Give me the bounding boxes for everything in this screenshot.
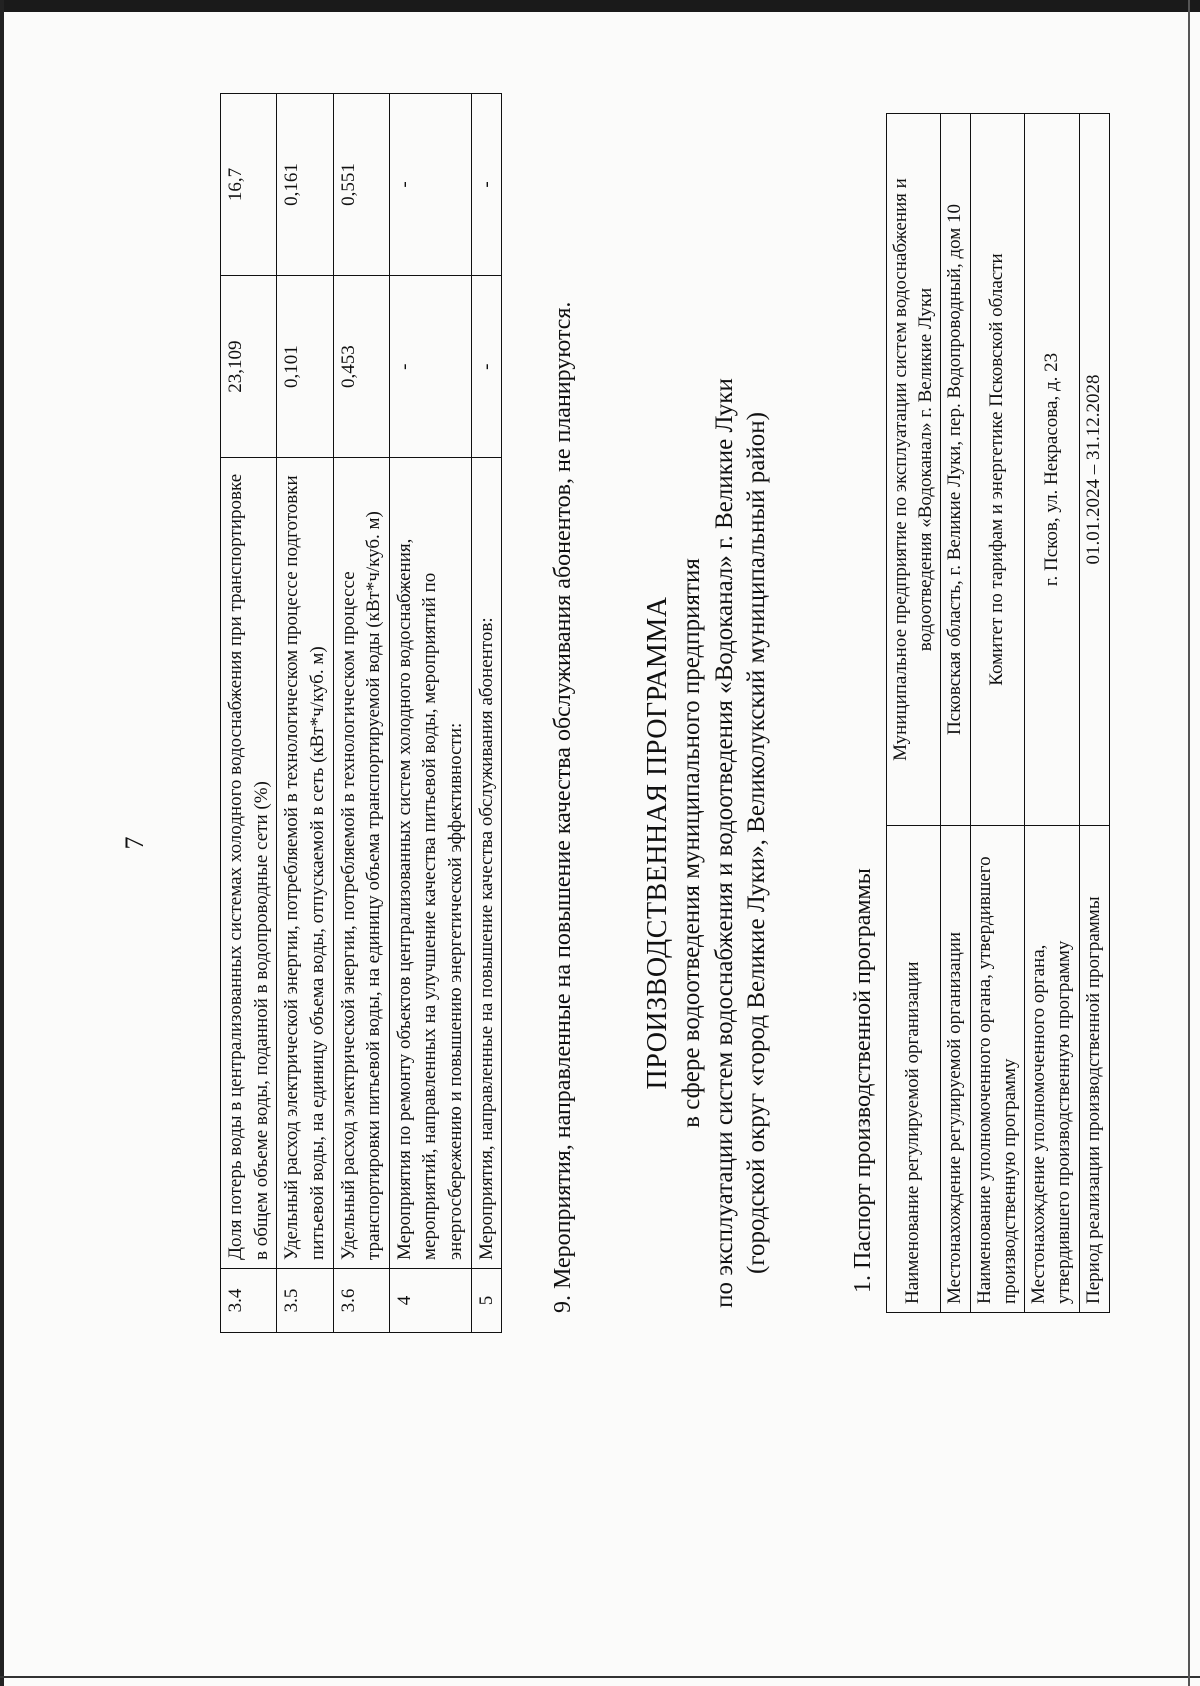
row-number: 5 <box>471 1268 502 1332</box>
row-value-1: 0,453 <box>333 276 389 458</box>
passport-value: 01.01.2024 – 31.12.2028 <box>1079 114 1109 826</box>
row-number: 3.4 <box>221 1268 277 1332</box>
row-number: 3.6 <box>333 1268 389 1332</box>
program-subtitle-line-3: (городской округ «город Великие Луки», Великолукский муниципальный район) <box>743 412 771 1274</box>
page-number: 7 <box>120 836 149 850</box>
passport-label: Местонахождение регулируемой организации <box>941 826 971 1313</box>
row-text: Мероприятия, направленные на повышение качества обслуживания абонентов: <box>471 458 502 1269</box>
row-value-1: - <box>471 276 502 458</box>
table-row <box>971 114 1025 1313</box>
passport-label: Наименование уполномоченного органа, утвердившего производственную программу <box>971 826 1025 1313</box>
row-text: Мероприятия по ремонту объектов централизованных систем холодного водоснабжения, мероприятий, направленных на улучшение качества питьевой воды, мероприятий по энергосбережению и повышению энергетической эффективности: <box>389 458 471 1269</box>
row-number: 3.5 <box>277 1268 333 1332</box>
row-value-1: 0,101 <box>277 276 333 458</box>
passport-table <box>886 113 1110 1313</box>
table-row <box>1079 114 1109 1313</box>
table-row <box>277 94 333 1333</box>
program-header <box>640 73 774 1613</box>
section-9-heading: 9. Мероприятия, направленные на повышение качества обслуживания абонентов, не планируются. <box>550 301 576 1313</box>
program-subtitle-line-1: в сфере водоотведения муниципального предприятия <box>678 558 706 1128</box>
table-row <box>941 114 971 1313</box>
passport-value: Комитет по тарифам и энергетике Псковской области <box>971 114 1025 826</box>
scan-bottom-edge <box>0 1676 1200 1678</box>
passport-label: Период реализации производственной программы <box>1079 826 1109 1313</box>
row-value-2: - <box>471 94 502 276</box>
row-number: 4 <box>389 1268 471 1332</box>
indicators-table <box>220 93 502 1333</box>
table-row <box>887 114 941 1313</box>
scan-top-edge <box>0 0 1200 12</box>
passport-label: Наименование регулируемой организации <box>887 826 941 1313</box>
section-1-heading: 1. Паспорт производственной программы <box>850 868 876 1293</box>
table-row <box>333 94 389 1333</box>
row-text: Удельный расход электрической энергии, потребляемой в технологическом процессе транспортировки питьевой воды, на единицу объема транспортируемой воды (кВт*ч/куб. м) <box>333 458 389 1269</box>
passport-label: Местонахождение уполномоченного органа, утвердившего производственную программу <box>1025 826 1079 1313</box>
row-text: Удельный расход электрической энергии, потребляемой в технологическом процессе подготовки питьевой воды, на единицу объема воды, отпускаемой в сеть (кВт*ч/куб. м) <box>277 458 333 1269</box>
passport-value: Псковская область, г. Великие Луки, пер. Водопроводный, дом 10 <box>941 114 971 826</box>
scan-right-edge <box>1188 0 1190 1686</box>
table-row <box>471 94 502 1333</box>
scan-left-edge <box>0 0 4 1686</box>
program-subtitle-line-2: по эксплуатации систем водоснабжения и водоотведения «Водоканал» г. Великие Луки <box>710 378 738 1308</box>
table-row <box>1025 114 1079 1313</box>
passport-value: г. Псков, ул. Некрасова, д. 23 <box>1025 114 1079 826</box>
row-value-2: - <box>389 94 471 276</box>
rotated-document-page <box>80 73 1120 1613</box>
row-value-1: 23,109 <box>221 276 277 458</box>
row-value-2: 0,551 <box>333 94 389 276</box>
passport-value: Муниципальное предприятие по эксплуатации систем водоснабжения и водоотведения «Водоканал» г. Великие Луки <box>887 114 941 826</box>
row-value-2: 16,7 <box>221 94 277 276</box>
program-title: ПРОИЗВОДСТВЕННАЯ ПРОГРАММА <box>642 596 673 1090</box>
table-row <box>221 94 277 1333</box>
table-row <box>389 94 471 1333</box>
row-text: Доля потерь воды в централизованных системах холодного водоснабжения при транспортировке в общем объеме воды, поданной в водопроводные сети (%) <box>221 458 277 1269</box>
row-value-2: 0,161 <box>277 94 333 276</box>
row-value-1: - <box>389 276 471 458</box>
